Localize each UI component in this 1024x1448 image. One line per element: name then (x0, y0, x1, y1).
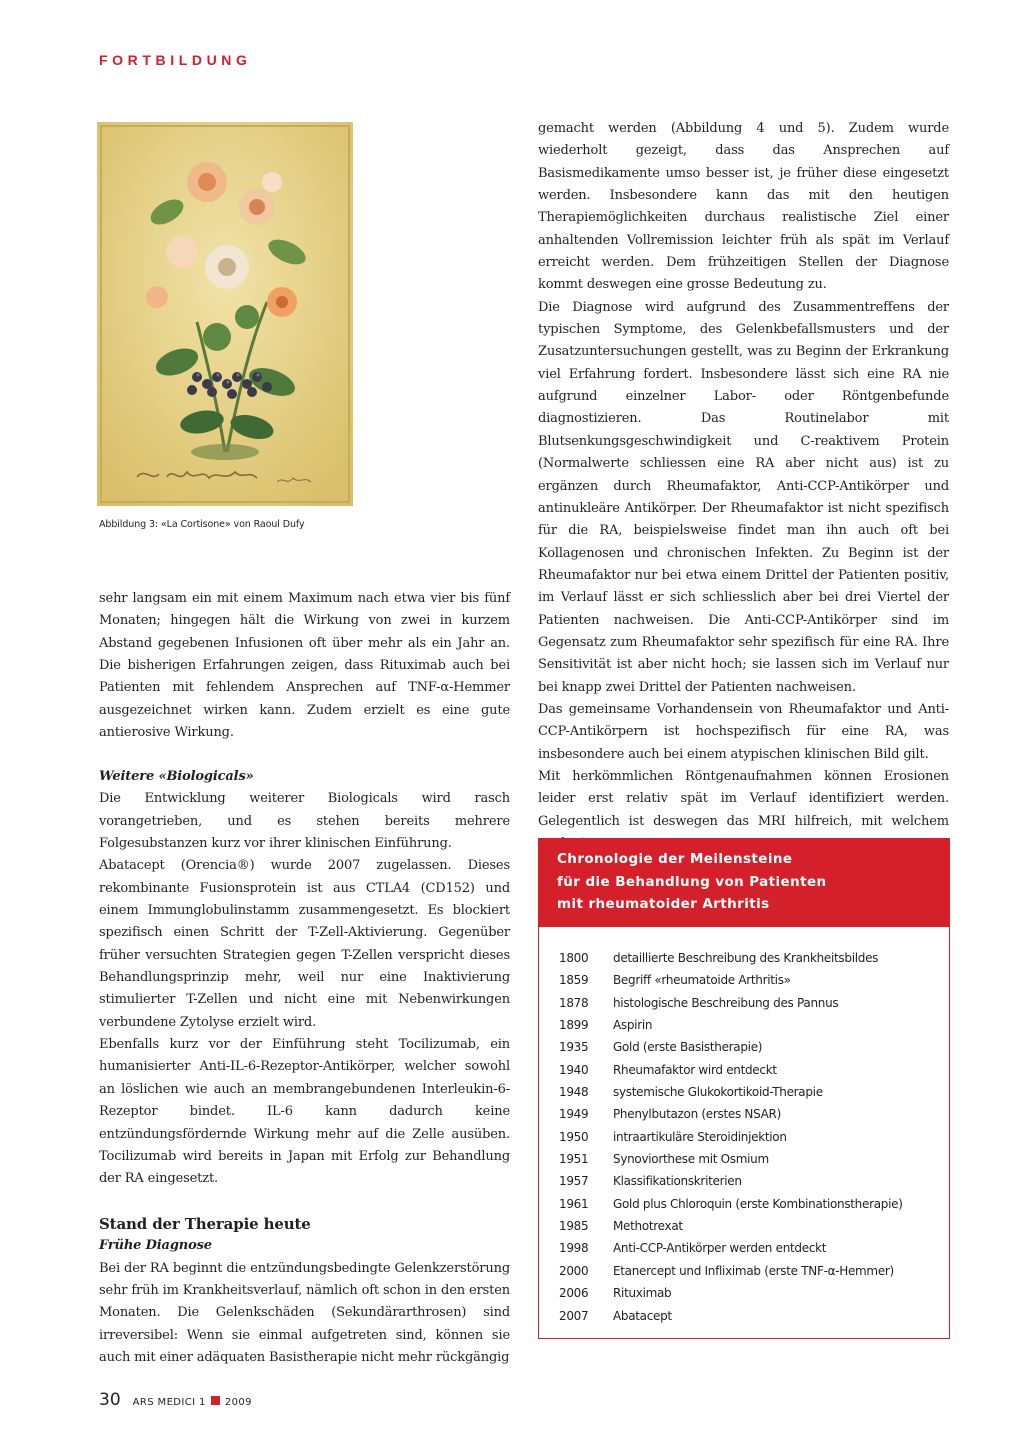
subheading-diagnosis: Frühe Diagnose (99, 1238, 212, 1254)
timeline-year: 1949 (559, 1107, 589, 1122)
timeline-row (559, 947, 939, 969)
timeline-event: Synoviorthese mit Osmium (613, 1152, 769, 1167)
timeline-year: 1800 (559, 951, 589, 965)
timeline-year: 1940 (559, 1062, 589, 1077)
right-paragraph-1: gemacht werden (Abbildung 4 und 5). Zudem wurde wiederholt gezeigt, dass das Ansprechen auf Basismedikamente umso besser ist, je früher diese eingesetzt werden. Insbesondere kann das mit den heutigen Therapiemöglichkeiten durchaus realistische Ziel einer anhaltenden Vollremission leichter früh als spät im Verlauf erreicht werden. Dem frühzeitigen Stellen der Diagnose kommt deswegen eine grosse Bedeutung zu. (538, 121, 949, 293)
biologicals-paragraph-2: Abatacept (Orencia®) wurde 2007 zugelassen. Dieses rekombinante Fusionsprotein ist aus CTLA4 (CD152) und einem Immunglobulinstamm zusammengesetzt. Es blockiert spezifisch einen Schritt der T-Zell-Aktivierung. Gegenüber früher versuchten Strategien gegen T-Zellen verspricht dieses Behandlungsprinzip mehr, weil nur eine Inaktivierung stimulierter T-Zellen und nicht eine mit Nebenwirkungen verbundene Zytolyse erzielt wird. (99, 858, 510, 1030)
red-square-icon (211, 1396, 220, 1405)
flower-still-life-image (97, 122, 353, 506)
heading-therapy: Stand der Therapie heute (99, 1214, 311, 1233)
timeline-event: systemische Glukokortikoid-Therapie (613, 1085, 823, 1100)
timeline-year: 1899 (559, 1018, 589, 1033)
timeline-row (559, 1170, 939, 1192)
milestones-timeline (559, 947, 939, 1327)
timeline-event: detaillierte Beschreibung des Krankheitsbildes (613, 951, 879, 965)
right-paragraph-3: Das gemeinsame Vorhandensein von Rheumafaktor und Anti-CCP-Antikörpern ist hochspezifisch für eine RA, was insbesondere auch bei einem atypischen klinischen Bild gilt. (538, 701, 949, 762)
timeline-year: 1948 (559, 1085, 589, 1100)
milestones-title-line-2: für die Behandlung von Patienten (557, 873, 827, 890)
right-paragraph-2: Die Diagnose wird aufgrund des Zusammentreffens der typischen Symptome, des Gelenkbefallsmusters und der Zusatzuntersuchungen gestellt, was zu Beginn der Erkrankung viel Erfahrung fordert. Insbesondere lässt sich eine RA nie aufgrund einzelner Labor- oder Röntgenbefunde diagnostizieren. Das Routinelabor mit Blutsenkungsgeschwindigkeit und C-reaktivem Protein (Normalwerte schliessen eine RA aber nicht aus) ist zu ergänzen durch Rheumafaktor, Anti-CCP-Antikörper und antinukleäre Antikörper. Der Rheumafaktor ist nicht spezifisch für die RA, beispielsweise findet man ihn auch oft bei Kollagenosen und chronischen Infekten. Zu Beginn ist der Rheumafaktor nur bei etwa einem Drittel der Patienten positiv, im Verlauf lässt er sich schliesslich aber bei drei Viertel der Patienten nachweisen. Die Anti-CCP-Antikörper sind im Gegensatz zum Rheumafaktor sehr spezifisch für eine RA. Ihre Sensitivität ist aber nicht hoch; sie lassen sich im Verlauf nur bei knapp zwei Drittel der Patienten nachweisen. (538, 299, 949, 695)
timeline-year: 1935 (559, 1040, 589, 1055)
timeline-event: Gold plus Chloroquin (erste Kombinationstherapie) (613, 1196, 903, 1211)
intro-paragraph: sehr langsam ein mit einem Maximum nach etwa vier bis fünf Monaten; hingegen hält die Wirkung von zwei in kurzem Abstand gegebenen Infusionen oft über mehr als ein Jahr an. Die bisherigen Erfahrungen zeigen, dass Rituximab auch bei Patienten mit fehlendem Ansprechen auf TNF-α-Hemmer ausgezeichnet wirken kann. Zudem erzielt es eine gute antierosive Wirkung. (99, 591, 510, 741)
right-paragraph-4: Mit herkömmlichen Röntgenaufnahmen können Erosionen leider erst relativ spät im Verlauf identifiziert werden. Gelegentlich ist deswegen das MRI hilfreich, mit welchem (538, 768, 949, 829)
timeline-event: Phenylbutazon (erstes NSAR) (613, 1107, 781, 1122)
timeline-row (559, 1036, 939, 1058)
timeline-row (559, 1193, 939, 1215)
timeline-row (559, 1282, 939, 1304)
milestones-box (538, 838, 950, 1339)
timeline-event: Anti-CCP-Antikörper werden entdeckt (613, 1241, 827, 1256)
timeline-year: 1957 (559, 1174, 589, 1189)
timeline-event: Gold (erste Basistherapie) (613, 1040, 763, 1055)
timeline-year: 1950 (559, 1129, 589, 1144)
timeline-event: Rituximab (613, 1286, 672, 1301)
timeline-row (559, 969, 939, 991)
milestones-title-line-1: Chronologie der Meilensteine (557, 851, 793, 867)
timeline-row (559, 1237, 939, 1259)
timeline-row (559, 992, 939, 1014)
page-number: 30 (99, 1390, 121, 1410)
timeline-event: intraartikuläre Steroidinjektion (613, 1129, 787, 1144)
timeline-year: 1951 (559, 1152, 589, 1167)
timeline-row (559, 1103, 939, 1125)
dufy-painting-figure (97, 122, 353, 506)
journal-year: 2009 (224, 1397, 252, 1408)
timeline-row (559, 1059, 939, 1081)
timeline-year: 2006 (559, 1286, 589, 1301)
timeline-row (559, 1014, 939, 1036)
timeline-event: Klassifikationskriterien (613, 1174, 742, 1189)
page-footer (99, 1390, 252, 1410)
journal-name: ARS MEDICI 1 (132, 1397, 206, 1408)
milestones-box-title (539, 839, 949, 927)
biologicals-paragraph-1: Die Entwicklung weiterer Biologicals wird rasch vorangetrieben, und es stehen bereits mehrere Folgesubstanzen kurz vor ihrer klinischen Einführung. (99, 791, 510, 852)
timeline-year: 2007 (559, 1308, 589, 1323)
timeline-row (559, 1305, 939, 1327)
diagnosis-paragraph-1: Bei der RA beginnt die entzündungsbedingte Gelenkzerstörung sehr früh im Krankheitsverlauf, nämlich oft schon in den ersten Monaten. Die Gelenkschäden (Sekundärarthrosen) sind irreversibel: Wenn sie einmal aufgetreten sind, können sie auch mit einer adäquaten Basistherapie nicht mehr rückgängig (99, 1260, 510, 1365)
timeline-event: Methotrexat (613, 1219, 683, 1234)
timeline-year: 1961 (559, 1196, 589, 1211)
right-column (538, 118, 949, 855)
timeline-year: 1998 (559, 1241, 589, 1256)
timeline-row (559, 1081, 939, 1103)
timeline-year: 2000 (559, 1263, 589, 1278)
section-header: FORTBILDUNG (99, 52, 252, 68)
left-column-intro (99, 588, 510, 744)
milestones-title-line-3: mit rheumatoider Arthritis (557, 896, 770, 912)
timeline-year: 1859 (559, 973, 589, 988)
timeline-year: 1985 (559, 1219, 589, 1234)
timeline-row (559, 1260, 939, 1282)
figure-caption: Abbildung 3: «La Cortisone» von Raoul Dufy (99, 519, 305, 530)
subheading-biologicals: Weitere «Biologicals» (99, 769, 254, 784)
timeline-event: Abatacept (613, 1308, 672, 1323)
timeline-event: Etanercept und Infliximab (erste TNF-α-Hemmer) (613, 1263, 894, 1278)
timeline-year: 1878 (559, 995, 589, 1010)
timeline-event: Rheumafaktor wird entdeckt (613, 1062, 777, 1077)
timeline-event: Aspirin (613, 1018, 653, 1033)
timeline-event: Begriff «rheumatoide Arthritis» (613, 973, 791, 988)
biologicals-paragraph-3: Ebenfalls kurz vor der Einführung steht Tocilizumab, ein humanisierter Anti-IL-6-Rezeptor-Antikörper, welcher sowohl an löslichen wie auch an membrangebundenen Interleukin-6-Rezeptor bindet. IL-6 kann dadurch keine entzündungsfördernde Wirkung mehr auf die Zelle ausüben. Tocilizumab wird bereits in Japan mit Erfolg zur Behandlung der RA eingesetzt. (99, 1037, 510, 1187)
timeline-row (559, 1126, 939, 1148)
left-column-main (99, 766, 510, 1369)
timeline-row (559, 1148, 939, 1170)
timeline-event: histologische Beschreibung des Pannus (613, 995, 839, 1010)
timeline-row (559, 1215, 939, 1237)
